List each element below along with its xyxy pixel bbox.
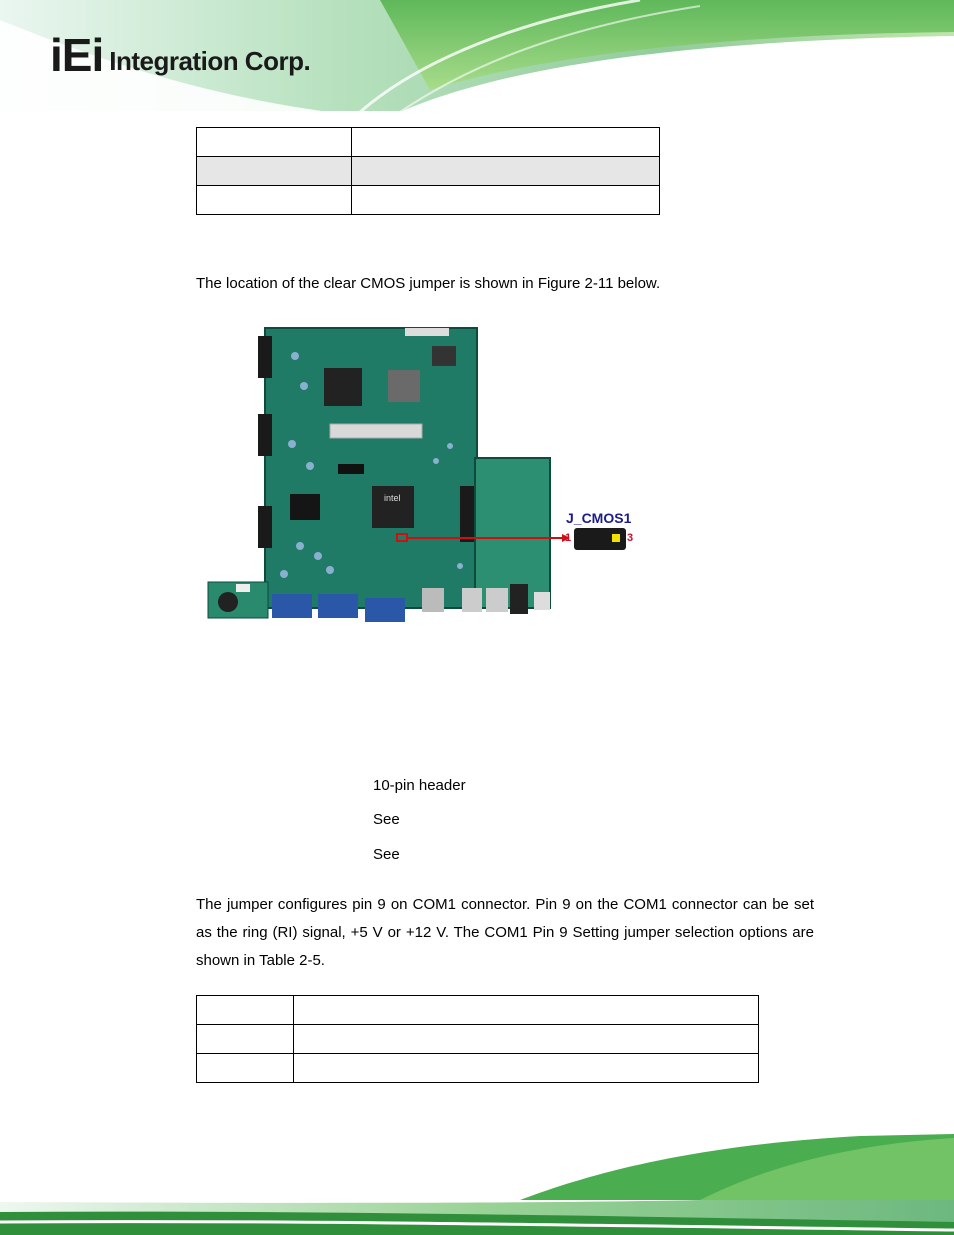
table-cell xyxy=(197,1054,294,1083)
table-cell xyxy=(197,157,352,186)
pin-label-right: 3 xyxy=(627,532,634,544)
board-image xyxy=(200,326,640,626)
table-cell xyxy=(197,186,352,215)
table-cell xyxy=(197,128,352,157)
pin-label-left: 1 xyxy=(565,532,572,544)
table-row xyxy=(197,996,759,1025)
chip-label: intel xyxy=(384,493,401,503)
com-paragraph: The jumper configures pin 9 on COM1 connector. Pin 9 on the COM1 connector can be set as the ring (RI) signal, +5 V or +12 V. The COM1 Pin 9 Setting jumper selection options are shown in Table 2-5. xyxy=(196,896,814,969)
logo-text: Integration Corp. xyxy=(109,46,311,76)
bottom-table xyxy=(196,995,759,1083)
spec-item: See xyxy=(373,846,400,863)
table-cell xyxy=(197,1025,294,1054)
jumper-label: J_CMOS1 xyxy=(566,510,632,526)
logo-mark: iEi xyxy=(50,29,104,81)
company-logo xyxy=(50,28,311,81)
table-cell xyxy=(352,157,660,186)
top-table xyxy=(196,127,660,215)
table-cell xyxy=(294,1054,759,1083)
board-figure xyxy=(200,326,640,626)
table-cell xyxy=(294,1025,759,1054)
location-sentence: The location of the clear CMOS jumper is shown in Figure 2-11 below. xyxy=(196,275,661,292)
table-cell xyxy=(352,186,660,215)
spec-item: See xyxy=(373,811,400,828)
table-row xyxy=(197,186,660,215)
table-cell xyxy=(294,996,759,1025)
footer-banner xyxy=(0,1130,954,1235)
table-row xyxy=(197,1054,759,1083)
table-row xyxy=(197,1025,759,1054)
table-cell xyxy=(352,128,660,157)
table-cell xyxy=(197,996,294,1025)
spec-item: 10-pin header xyxy=(373,777,466,794)
table-row xyxy=(197,128,660,157)
table-row xyxy=(197,157,660,186)
